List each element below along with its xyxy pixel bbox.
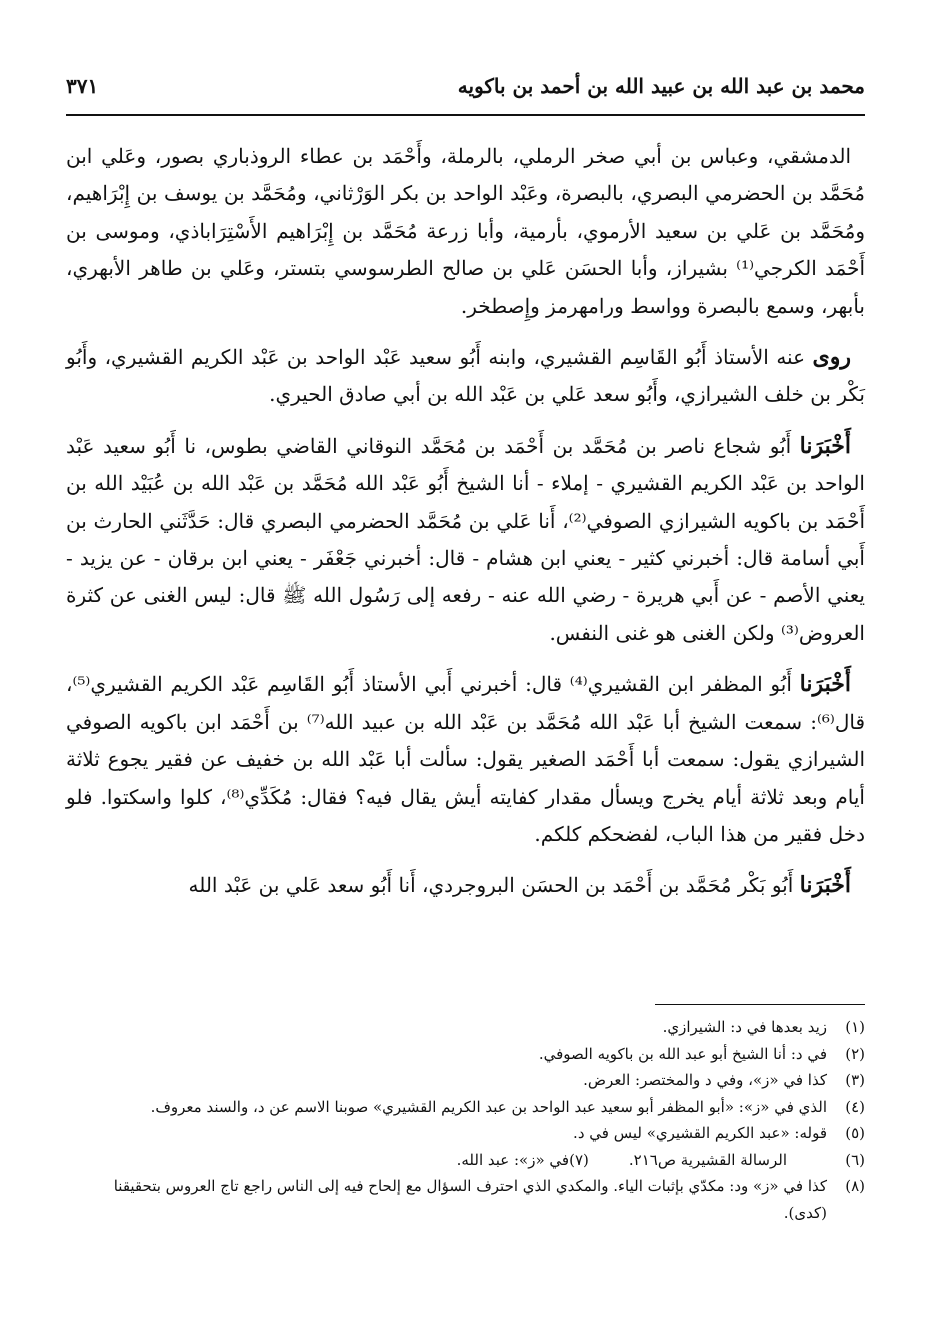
- paragraph-text: أَبُو بَكْر مُحَمَّد بن أَحْمَد بن الحسَن البروجردي، أَنا أَبُو سعد عَلي بن عَبْد الله: [188, 873, 794, 898]
- page-number: ٣٧١: [66, 74, 99, 98]
- paragraph-lead-word: روى: [812, 344, 851, 371]
- footnote-text: الرسالة القشيرية ص٢١٦.: [628, 1150, 787, 1169]
- footnote-text: قوله: «عبد الكريم القشيري» ليس في د.: [573, 1124, 827, 1142]
- footnote: [66, 1094, 865, 1121]
- footnote-inline-group: [457, 1147, 827, 1174]
- paragraph-lead-word: أَخْبَرَنا: [799, 432, 851, 459]
- footnote: [66, 1041, 865, 1068]
- footnotes: [66, 1014, 865, 1226]
- footnote-text: كذا في «ز»، وفي د والمختصر: العرض.: [583, 1071, 827, 1089]
- footnote-text: في «ز»: عبد الله.: [456, 1150, 570, 1169]
- paragraph-text: أَبُو المظفر ابن القشيري⁽⁴⁾ قال: أخبرني أَبي الأستاذ أَبُو القَاسِم عَبْد الكريم القشيري⁽⁵⁾، قال⁽⁶⁾: سمعت الشيخ أبا عَبْد الله مُحَمَّد بن عَبْد الله بن عبيد الله⁽⁷⁾ بن أَحْمَد ابن باكويه الصوفي الشيرازي يقول: سمعت أبا أَحْمَد الصغير يقول: سألت أبا عَبْد الله بن خفيف عن فقير يجوع ثلاثة أيام وبعد ثلاثة أيام يخرج ويسأل مقدار كفايته أيش يقال فيه؟ فقال: مُكَدِّي⁽⁸⁾، كلوا واسكتوا. فلو دخل فقير من هذا الباب، لفضحكم كلكم.: [66, 672, 866, 846]
- footnote: [66, 1067, 865, 1094]
- main-text: [66, 138, 865, 919]
- paragraph: [66, 666, 865, 853]
- footnote-line-combined: [66, 1147, 865, 1174]
- footnote-number: (٦): [845, 1150, 865, 1169]
- header-rule: [66, 114, 865, 116]
- paragraph-text: أَبُو شجاع ناصر بن مُحَمَّد بن أَحْمَد بن مُحَمَّد النوقاني القاضي بطوس، نا أَبُو سعيد عَبْد الواحد بن عَبْد الكريم القشيري - إملاء - أنا الشيخ أَبُو عَبْد الله مُحَمَّد بن عَبْد الله بن عُبَيْد الله بن أَحْمَد بن باكويه الشيرازي الصوفي⁽²⁾، أَنا عَلي بن مُحَمَّد الحضرمي البصري قال: حَدَّثَني الحارث بن أَبي أسامة قال: أخبرني كثير - يعني ابن هشام - قال: أخبرني جَعْفَر - يعني ابن برقان - عن يزيد - يعني الأصم - عن أَبي هريرة - رضي الله عنه - رفعه إلى رَسُول الله ﷺ قال: ليس الغنى عن كثرة العروض⁽³⁾ ولكن الغنى هو غنى النفس.: [66, 433, 866, 645]
- paragraph-text: عنه الأستاذ أَبُو القَاسِم القشيري، وابنه أَبُو سعيد عَبْد الواحد بن عَبْد الكريم القشيري، وأَبُو بَكْر بن خلف الشيرازي، وأَبُو سعد عَلي بن عَبْد الله بن أبي صادق الحيري.: [66, 345, 865, 407]
- paragraph: [66, 867, 865, 904]
- running-head: [66, 64, 865, 108]
- footnote: [66, 1173, 865, 1226]
- footnote-text: في د: أنا الشيخ أبو عبد الله بن باكويه الصوفي.: [538, 1044, 827, 1063]
- paragraph-lead-word: أَخْبَرَنا: [799, 872, 851, 899]
- footnote: [66, 1014, 865, 1041]
- footnote-text: كذا في «ز» ود: مكدّي بإثبات الياء. والمكدي الذي احترف السؤال مع إلحاح فيه إلى الناس راجع تاج العروس بتحقيقنا (كدى).: [113, 1177, 827, 1222]
- paragraph: [66, 138, 865, 325]
- footnote-number: (٧): [569, 1150, 589, 1169]
- footnote-rule: [655, 1004, 865, 1005]
- footnote: [66, 1120, 865, 1147]
- footnote-number: (٥): [845, 1124, 865, 1142]
- footnote-text: زيد بعدها في د: الشيرازي.: [662, 1018, 827, 1036]
- footnote-text: الذي في «ز»: «أبو المظفر أبو سعيد عبد الواحد بن عبد الكريم القشيري» صوبنا الاسم عن د، والسند معروف.: [150, 1097, 827, 1116]
- paragraph-lead-word: أَخْبَرَنا: [799, 671, 851, 698]
- footnote-number: (٨): [845, 1177, 865, 1195]
- footnote-number: (٣): [845, 1071, 865, 1089]
- paragraph: [66, 339, 865, 414]
- paragraph: [66, 428, 865, 652]
- footnote-number: (٢): [845, 1044, 865, 1063]
- footnote-number: (٤): [845, 1097, 865, 1116]
- running-head-title: محمد بن عبد الله بن عبيد الله بن أحمد بن باكويه: [457, 74, 865, 98]
- paragraph-text: الدمشقي، وعباس بن أبي صخر الرملي، بالرملة، وأَحْمَد بن عطاء الروذباري بصور، وعَلي ابن مُحَمَّد بن الحضرمي البصري، بالبصرة، وعَبْد الواحد بن بكر الوَرْثاني، ومُحَمَّد بن يوسف بن إِبْرَاهيم، ومُحَمَّد بن عَلي بن سعيد الأرموي، بأرمية، وأبا زرعة مُحَمَّد بن إِبْرَاهيم الأَسْتِرَاباذي، وموسى بن أَحْمَد الكرجي⁽¹⁾ بشيراز، وأبا الحسَن عَلي بن صالح الطرسوسي بتستر، وعَلي بن طاهر الأبهري، بأبهر، وسمع بالبصرة وواسط ورامهرمز وإِصطخر.: [66, 144, 866, 318]
- footnote-number: (١): [845, 1018, 865, 1036]
